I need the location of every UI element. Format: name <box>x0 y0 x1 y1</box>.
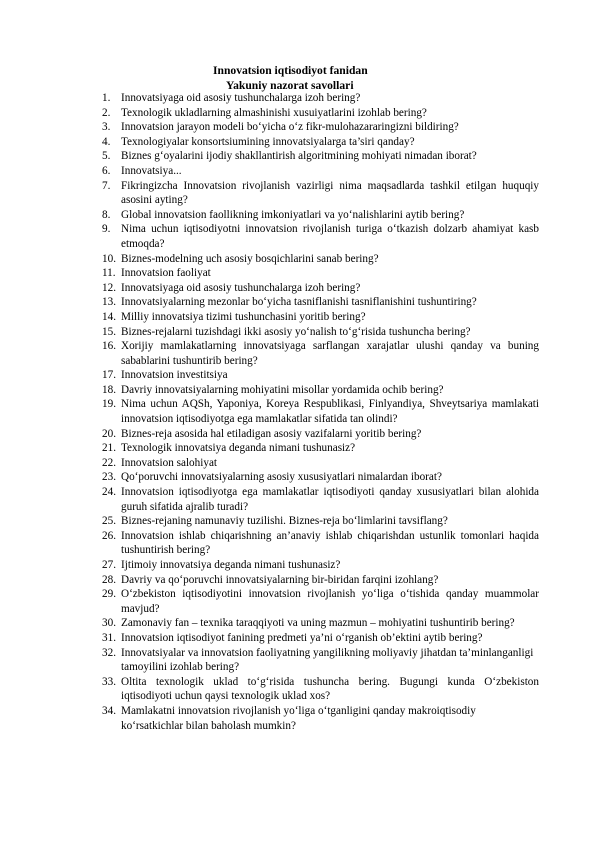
question-number: 31. <box>102 631 116 644</box>
question-number: 30. <box>102 617 116 630</box>
question-number: 32. <box>102 646 116 659</box>
question-item <box>102 310 539 325</box>
question-text: Nima uchun iqtisodiyotni innovatsion rivojlanish turiga o‘tkazish dolzarb ahamiyat kasb etmoqda? <box>121 223 539 250</box>
question-item <box>102 164 539 179</box>
question-number: 5. <box>102 150 111 163</box>
question-number: 6. <box>102 164 111 177</box>
question-text: Biznes g‘oyalarini ijodiy shakllantirish algoritmining mohiyati nimadan iborat? <box>121 150 477 163</box>
question-text: Zamonaviy fan – texnika taraqqiyoti va uning mazmun – mohiyatini tushuntirib bering? <box>121 617 515 630</box>
question-number: 10. <box>102 252 116 265</box>
question-number: 16. <box>102 340 116 353</box>
question-number: 8. <box>102 208 111 221</box>
question-text: Biznes-rejaning namunaviy tuzilishi. Biznes-reja bo‘limlarini tavsiflang? <box>121 515 448 528</box>
question-item <box>102 397 539 426</box>
question-number: 17. <box>102 369 116 382</box>
question-number: 19. <box>102 398 116 411</box>
question-number: 4. <box>102 135 111 148</box>
question-text: O‘zbekiston iqtisodiyotini innovatsion rivojlanish yo‘liga o‘tishida qanday muammolar mavjud? <box>121 588 539 615</box>
question-text: Nima uchun AQSh, Yaponiya, Koreya Respublikasi, Finlyandiya, Shveytsariya mamlakati innovatsion iqtisodiyotga ega mamlakatlar sifatida tan olindi? <box>121 398 539 426</box>
question-item <box>102 529 539 558</box>
question-number: 27. <box>102 559 116 571</box>
question-item <box>102 485 539 514</box>
question-number: 1. <box>102 92 111 104</box>
question-item <box>102 675 539 704</box>
question-item <box>102 470 539 485</box>
question-text: Innovatsion ishlab chiqarishning an’anaviy ishlab chiqarishdan ustunlik tomonlari haqida tushuntirish bering? <box>121 529 539 557</box>
question-item <box>102 383 539 398</box>
question-number: 3. <box>102 121 111 134</box>
question-item <box>102 281 539 296</box>
question-text: Qo‘poruvchi innovatsiyalarning asosiy xususiyatlari nimalardan iborat? <box>121 471 442 484</box>
question-item <box>102 631 539 646</box>
question-number: 9. <box>102 223 111 236</box>
question-item <box>102 208 539 223</box>
question-text: Global innovatsion faollikning imkoniyatlari va yo‘nalishlarini aytib bering? <box>121 208 465 221</box>
document-title: Innovatsion iqtisodiyot fanidan <box>213 64 368 77</box>
question-item <box>102 106 539 121</box>
question-item <box>102 325 539 340</box>
question-item <box>102 573 539 588</box>
question-number: 20. <box>102 427 116 440</box>
question-text: Innovatsiya... <box>121 164 182 177</box>
question-list <box>102 91 539 733</box>
question-number: 24. <box>102 486 116 499</box>
question-item <box>102 179 539 208</box>
question-text: Texnologiyalar konsortsiumining innovatsiyalarga ta’siri qanday? <box>121 135 415 148</box>
question-text: Innovatsiyaga oid asosiy tushunchalarga izoh bering? <box>121 281 361 294</box>
question-number: 13. <box>102 296 116 309</box>
question-item <box>102 266 539 281</box>
question-item <box>102 252 539 267</box>
question-item <box>102 149 539 164</box>
question-text: Innovatsion iqtisodiyotga ega mamlakatlar iqtisodiyoti qanday xususiyatlari bilan alohida guruh sifatida ajralib turadi? <box>121 486 539 513</box>
question-text: Innovatsion iqtisodiyot fanining predmeti ya’ni o‘rganish ob’ektini aytib bering? <box>121 631 483 644</box>
question-text: Innovatsiyaga oid asosiy tushunchalarga izoh bering? <box>121 92 361 104</box>
question-number: 11. <box>102 267 116 280</box>
question-item <box>102 91 539 106</box>
question-text: Ijtimoiy innovatsiya deganda nimani tushunasiz? <box>121 559 341 571</box>
question-item <box>102 558 539 573</box>
question-text: Biznes-modelning uch asosiy bosqichlarini sanab bering? <box>121 252 379 265</box>
question-item <box>102 646 539 675</box>
question-text: Davriy va qo‘poruvchi innovatsiyalarning bir-biridan farqini izohlang? <box>121 573 439 586</box>
question-item <box>102 295 539 310</box>
question-text: Innovatsion faoliyat <box>121 267 211 280</box>
question-number: 21. <box>102 442 116 455</box>
question-number: 2. <box>102 106 111 119</box>
question-text: Innovatsion salohiyat <box>121 456 218 469</box>
question-item <box>102 587 539 616</box>
question-item <box>102 222 539 251</box>
question-text: Innovatsiyalar va innovatsion faoliyatning yangilikning moliyaviy jihatdan ta’minlanganligi tamoyilini izohlab bering? <box>121 646 534 674</box>
question-item <box>102 514 539 529</box>
question-item <box>102 616 539 631</box>
question-text: Texnologik innovatsiya deganda nimani tushunasiz? <box>121 442 356 455</box>
question-number: 12. <box>102 281 116 294</box>
question-item <box>102 456 539 471</box>
question-text: Mamlakatni innovatsion rivojlanish yo‘liga o‘tganligini qanday makroiqtisodiy ko‘rsatkichlar bilan baholash mumkin? <box>121 704 476 732</box>
question-text: Texnologik ukladlarning almashinishi xusuiyatlarini izohlab bering? <box>121 106 427 119</box>
question-text: Innovatsion jarayon modeli bo‘yicha o‘z fikr-mulohazararingizni bildiring? <box>121 121 459 134</box>
question-number: 14. <box>102 310 116 323</box>
question-item <box>102 135 539 150</box>
question-number: 18. <box>102 383 116 396</box>
question-text: Milliy innovatsiya tizimi tushunchasini yoritib bering? <box>121 310 366 323</box>
question-text: Innovatsiyalarning mezonlar bo‘yicha tasniflanishi tasniflanishini tushuntiring? <box>121 296 477 309</box>
question-number: 22. <box>102 456 116 469</box>
question-number: 28. <box>102 573 116 586</box>
question-text: Innovatsion investitsiya <box>121 369 228 382</box>
question-text: Xorijiy mamlakatlarning innovatsiyaga sarflangan xarajatlar ulushi qanday va buning sabablarini tushuntirib bering? <box>121 340 539 367</box>
question-text: Davriy innovatsiyalarning mohiyatini misollar yordamida ochib bering? <box>121 383 444 396</box>
question-item <box>102 441 539 456</box>
question-number: 26. <box>102 529 116 542</box>
question-number: 34. <box>102 704 116 717</box>
question-text: Oltita texnologik uklad to‘g‘risida tushuncha bering. Bugungi kunda O‘zbekiston iqtisodiyoti uchun qaysi texnologik uklad xos? <box>121 675 539 703</box>
question-number: 15. <box>102 325 116 338</box>
question-number: 33. <box>102 675 116 688</box>
question-text: Biznes-reja asosida hal etiladigan asosiy vazifalarni yoritib bering? <box>121 427 422 440</box>
question-item <box>102 120 539 135</box>
question-number: 25. <box>102 515 116 528</box>
question-number: 23. <box>102 471 116 484</box>
question-item <box>102 339 539 368</box>
question-number: 29. <box>102 588 116 601</box>
question-item <box>102 427 539 442</box>
question-number: 7. <box>102 179 111 192</box>
question-item <box>102 368 539 383</box>
document-subtitle: Yakuniy nazorat savollari <box>226 79 354 92</box>
question-text: Biznes-rejalarni tuzishdagi ikki asosiy yo‘nalish to‘g‘risida tushuncha bering? <box>121 325 471 338</box>
question-item <box>102 704 539 733</box>
question-text: Fikringizcha Innovatsion rivojlanish vazirligi nima maqsadlarda tashkil etilgan huquqiy asosini ayting? <box>121 179 539 207</box>
